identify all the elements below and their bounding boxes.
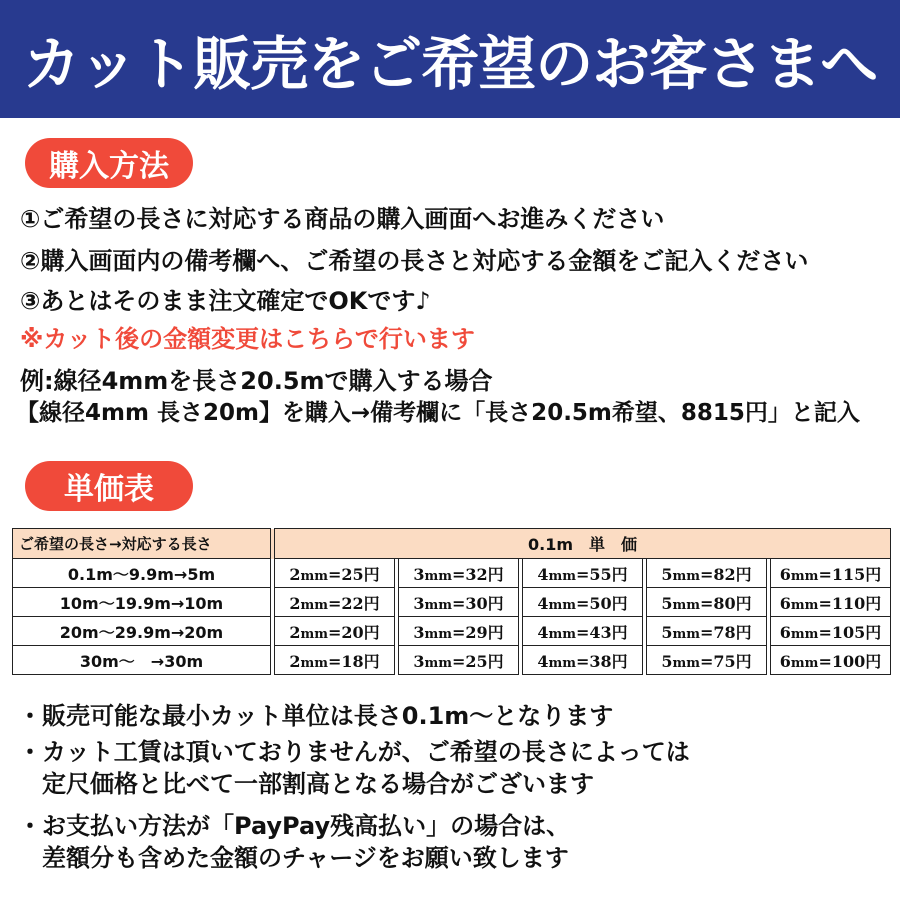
unit-price: 50: [589, 593, 612, 613]
equals-sign: =: [575, 564, 590, 584]
wire-diameter: 2: [289, 622, 301, 642]
note-paypay-1: ・お支払い方法が「PayPay残高払い」の場合は、: [18, 812, 571, 840]
table-row: [13, 559, 891, 588]
unit-mm: mm: [300, 568, 328, 584]
unit-mm: mm: [548, 626, 576, 642]
yen-label: 円: [487, 564, 504, 584]
price-cell: [399, 588, 519, 617]
yen-label: 円: [363, 593, 380, 613]
yen-label: 円: [735, 564, 752, 584]
unit-mm: mm: [790, 568, 819, 584]
wire-diameter: 2: [289, 651, 301, 671]
price-cell: [399, 617, 519, 646]
unit-price: 32: [465, 564, 488, 584]
wire-diameter: 2: [289, 564, 301, 584]
wire-diameter: 5: [661, 564, 673, 584]
wire-diameter: 3: [413, 622, 425, 642]
price-cell: [771, 617, 891, 646]
length-range: 0.1m〜9.9m→5m: [13, 559, 271, 588]
unit-mm: mm: [300, 597, 328, 613]
equals-sign: =: [699, 564, 714, 584]
wire-diameter: 4: [537, 622, 549, 642]
price-cell: [275, 559, 395, 588]
wire-diameter: 4: [537, 651, 549, 671]
yen-label: 円: [735, 593, 752, 613]
equals-sign: =: [575, 622, 590, 642]
price-cell: [771, 588, 891, 617]
price-cell: [523, 588, 643, 617]
unit-mm: mm: [300, 655, 328, 671]
equals-sign: =: [451, 593, 466, 613]
yen-label: 円: [865, 593, 882, 613]
wire-diameter: 3: [413, 651, 425, 671]
equals-sign: =: [327, 622, 342, 642]
page-title: カット販売をご希望のお客さまへ: [0, 0, 900, 118]
price-cell: [647, 617, 767, 646]
unit-mm: mm: [548, 568, 576, 584]
wire-diameter: 6: [779, 564, 791, 584]
unit-mm: mm: [424, 597, 452, 613]
unit-mm: mm: [672, 597, 700, 613]
length-range: 10m〜19.9m→10m: [13, 588, 271, 617]
yen-label: 円: [865, 564, 882, 584]
unit-price: 100: [831, 651, 866, 671]
unit-mm: mm: [424, 655, 452, 671]
yen-label: 円: [735, 651, 752, 671]
equals-sign: =: [699, 593, 714, 613]
unit-price: 29: [465, 622, 488, 642]
wire-diameter: 5: [661, 622, 673, 642]
unit-mm: mm: [548, 655, 576, 671]
unit-price: 22: [341, 593, 364, 613]
equals-sign: =: [575, 651, 590, 671]
note-min-unit: ・販売可能な最小カット単位は長さ0.1m〜となります: [18, 702, 614, 730]
wire-diameter: 3: [413, 564, 425, 584]
price-cell: [771, 646, 891, 675]
price-cell: [647, 588, 767, 617]
equals-sign: =: [575, 593, 590, 613]
yen-label: 円: [487, 593, 504, 613]
equals-sign: =: [451, 622, 466, 642]
table-header-length: ご希望の長さ→対応する長さ: [13, 529, 271, 559]
step-3: ③あとはそのまま注文確定でOKです♪: [20, 287, 431, 315]
unit-price: 110: [831, 593, 866, 613]
unit-price: 78: [713, 622, 736, 642]
price-cell: [275, 646, 395, 675]
unit-price: 55: [589, 564, 612, 584]
note-no-fee-2: 定尺価格と比べて一部割高となる場合がございます: [18, 770, 594, 798]
price-cell: [647, 559, 767, 588]
unit-mm: mm: [424, 626, 452, 642]
equals-sign: =: [699, 651, 714, 671]
price-cell: [275, 588, 395, 617]
yen-label: 円: [487, 622, 504, 642]
wire-diameter: 5: [661, 593, 673, 613]
equals-sign: =: [327, 564, 342, 584]
unit-price: 75: [713, 651, 736, 671]
unit-mm: mm: [672, 655, 700, 671]
wire-diameter: 4: [537, 593, 549, 613]
unit-mm: mm: [548, 597, 576, 613]
equals-sign: =: [451, 651, 466, 671]
equals-sign: =: [818, 593, 832, 613]
unit-price: 18: [341, 651, 364, 671]
example-line-2: 【線径4mm 長さ20m】を購入→備考欄に「長さ20.5m希望、8815円」と記入: [16, 400, 860, 426]
note-no-fee-1: ・カット工賃は頂いておりませんが、ご希望の長さによっては: [18, 738, 690, 766]
equals-sign: =: [818, 564, 832, 584]
wire-diameter: 5: [661, 651, 673, 671]
unit-mm: mm: [300, 626, 328, 642]
equals-sign: =: [327, 593, 342, 613]
price-table: [12, 528, 891, 675]
wire-diameter: 6: [779, 651, 791, 671]
unit-mm: mm: [672, 568, 700, 584]
price-cell: [771, 559, 891, 588]
table-row: [13, 617, 891, 646]
unit-price: 38: [589, 651, 612, 671]
step-1: ①ご希望の長さに対応する商品の購入画面へお進みください: [20, 205, 665, 233]
yen-label: 円: [611, 622, 628, 642]
table-header-unit-price: 0.1m 単 価: [275, 529, 891, 559]
note-paypay-2: 差額分も含めた金額のチャージをお願い致します: [18, 844, 569, 872]
equals-sign: =: [818, 622, 832, 642]
unit-price: 105: [831, 622, 866, 642]
wire-diameter: 2: [289, 593, 301, 613]
wire-diameter: 6: [779, 622, 791, 642]
yen-label: 円: [611, 651, 628, 671]
price-cell: [399, 646, 519, 675]
wire-diameter: 6: [779, 593, 791, 613]
unit-price: 82: [713, 564, 736, 584]
yen-label: 円: [611, 564, 628, 584]
table-row: [13, 588, 891, 617]
length-range: 30m〜 →30m: [13, 646, 271, 675]
price-cell: [275, 617, 395, 646]
price-cell: [523, 646, 643, 675]
step-2: ②購入画面内の備考欄へ、ご希望の長さと対応する金額をご記入ください: [20, 247, 809, 275]
yen-label: 円: [735, 622, 752, 642]
price-cell: [523, 559, 643, 588]
yen-label: 円: [611, 593, 628, 613]
example-line-1: 例:線径4mmを長さ20.5mで購入する場合: [20, 367, 493, 395]
purchase-method-label: 購入方法: [25, 138, 193, 188]
yen-label: 円: [865, 651, 882, 671]
price-cell: [523, 617, 643, 646]
price-table-label: 単価表: [25, 461, 193, 511]
price-change-warning: ※カット後の金額変更はこちらで行います: [20, 325, 475, 353]
unit-mm: mm: [790, 597, 819, 613]
unit-price: 30: [465, 593, 488, 613]
wire-diameter: 4: [537, 564, 549, 584]
yen-label: 円: [363, 564, 380, 584]
unit-price: 80: [713, 593, 736, 613]
yen-label: 円: [363, 651, 380, 671]
equals-sign: =: [451, 564, 466, 584]
unit-mm: mm: [424, 568, 452, 584]
equals-sign: =: [327, 651, 342, 671]
length-range: 20m〜29.9m→20m: [13, 617, 271, 646]
unit-price: 20: [341, 622, 364, 642]
unit-price: 25: [341, 564, 364, 584]
unit-mm: mm: [790, 655, 819, 671]
yen-label: 円: [487, 651, 504, 671]
unit-mm: mm: [672, 626, 700, 642]
unit-price: 115: [831, 564, 866, 584]
unit-mm: mm: [790, 626, 819, 642]
unit-price: 43: [589, 622, 612, 642]
table-row: [13, 646, 891, 675]
yen-label: 円: [865, 622, 882, 642]
unit-price: 25: [465, 651, 488, 671]
equals-sign: =: [699, 622, 714, 642]
wire-diameter: 3: [413, 593, 425, 613]
yen-label: 円: [363, 622, 380, 642]
equals-sign: =: [818, 651, 832, 671]
price-cell: [647, 646, 767, 675]
price-cell: [399, 559, 519, 588]
